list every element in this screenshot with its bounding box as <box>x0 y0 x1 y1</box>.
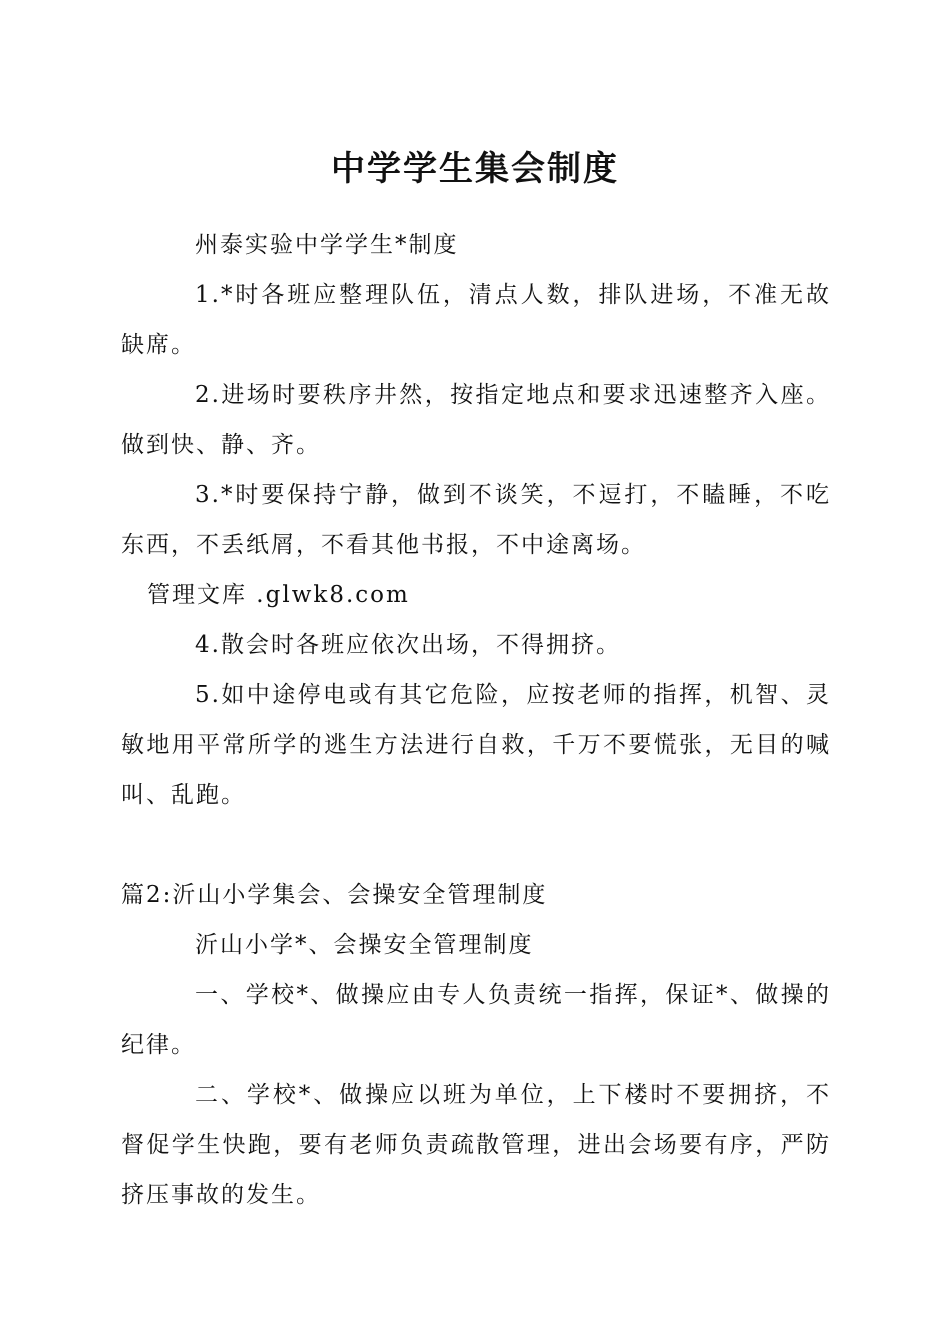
document-title: 中学学生集会制度 <box>331 149 619 189</box>
paragraph-rule-4: 4.散会时各班应依次出场，不得拥挤。 <box>195 632 621 658</box>
paragraph-section-2-item-2: 二、学校*、做操应以班为单位，上下楼时不要拥挤，不督促学生快跑，要有老师负责疏散管理，进出会场要有序，严防挤压事故的发生。 <box>121 1082 831 1208</box>
section-2-heading: 篇2:沂山小学集会、会操安全管理制度 <box>121 882 548 908</box>
paragraph-rule-5: 5.如中途停电或有其它危险，应按老师的指挥，机智、灵敏地用平常所学的逃生方法进行自救，千万不要慌张，无目的喊叫、乱跑。 <box>121 682 831 808</box>
section-gap <box>121 820 831 870</box>
paragraph-section-2-item-1: 一、学校*、做操应由专人负责统一指挥，保证*、做操的纪律。 <box>121 982 831 1058</box>
paragraph-rule-1: 1.*时各班应整理队伍，清点人数，排队进场，不准无故缺席。 <box>121 282 831 358</box>
document-body <box>121 220 831 1220</box>
paragraph-school-rules-heading: 州泰实验中学学生*制度 <box>195 232 459 258</box>
paragraph-section-2-subtitle: 沂山小学*、会操安全管理制度 <box>195 932 534 958</box>
paragraph-site-note: 管理文库 .glwk8.com <box>147 582 410 608</box>
paragraph-rule-2: 2.进场时要秩序井然，按指定地点和要求迅速整齐入座。做到快、静、齐。 <box>121 382 831 458</box>
paragraph-rule-3: 3.*时要保持宁静，做到不谈笑，不逗打，不瞌睡，不吃东西，不丢纸屑，不看其他书报，不中途离场。 <box>121 482 831 558</box>
